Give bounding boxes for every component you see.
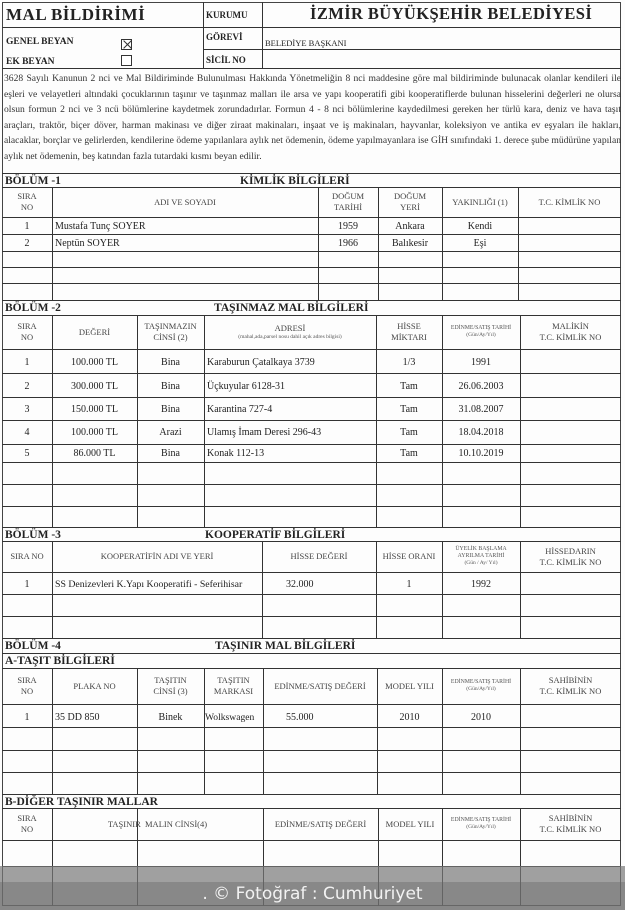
s2-row2-adres: Üçkuyular 6128-31: [207, 380, 286, 392]
col-header-sira: SIRA NO: [17, 675, 37, 696]
col-header-model-yili: MODEL YILI: [385, 818, 435, 829]
genel-beyan-checkbox[interactable]: [121, 39, 132, 50]
col-header-edinme-degeri: EDİNME/SATIŞ DEĞERİ: [274, 818, 367, 829]
sicil-no-label: SİCİL NO: [206, 55, 246, 65]
s1-row2-ad: Neptün SOYER: [55, 237, 120, 249]
col-header-yakinlik: YAKINLIĞI (1): [452, 196, 508, 207]
s1-row1-ad: Mustafa Tunç SOYER: [55, 220, 146, 232]
s2-row2-deger: 300.000 TL: [70, 380, 119, 392]
form-title: MAL BİLDİRİMİ: [6, 5, 146, 24]
gorevi-label: GÖREVİ: [206, 32, 243, 42]
s4a-row1-model: 2010: [399, 711, 420, 723]
col-header-edinme-tarihi: EDİNME/SATIŞ TARİHİ (Gün/Ay/Yıl): [450, 324, 512, 339]
s2-row5-hisse: Tam: [400, 448, 418, 459]
s3-row1-deger: 32.000: [286, 579, 314, 590]
divider: [2, 349, 621, 350]
s2-row4-hisse: Tam: [400, 426, 418, 438]
section3-title: KOOPERATİF BİLGİLERİ: [205, 529, 346, 541]
s4a-row1-tarih: 2010: [471, 711, 491, 723]
section4b-title: B-DİĞER TAŞINIR MALLAR: [5, 796, 158, 808]
s1-row2-dogum-yeri: Balıkesir: [391, 237, 429, 249]
col-header-tasinir-cinsi: TAŞINIR MALIN CİNSİ(4): [107, 818, 208, 829]
divider: [262, 2, 263, 68]
col-header-hissedar-tc: HİSSEDARIN T.C. KİMLİK NO: [539, 545, 602, 567]
s1-row1-sira: 1: [24, 220, 30, 232]
divider: [2, 251, 621, 252]
divider: [2, 638, 621, 639]
col-header-sahip-tc: SAHİBİNİN T.C. KİMLİK NO: [539, 675, 602, 696]
s4a-row1-sira: 1: [24, 711, 30, 723]
intro-paragraph: 3628 Sayılı Kanunun 2 nci ve Mal Bildiriminde Bulunulması Hakkında Yönetmeliğin 8 nci maddesine göre mal bildiriminde bulunacak olanlar kendileri ile eşleri ve velayetleri altındaki çocuklarının taşınır ve taşınmaz malları ile arsa ve yapı kooperatifi gibi kooperatiflerde bulunan hisselerini değerleri ne olursa olsun formun 2 nci ve 3 ncü bölümlerine kaydetmek zorundadırlar. Formun 4 - 8 nci bölümlerine kaydedilmesi gereken her türlü kara, deniz ve hava taşıt araçları, traktör, biçer döver, harman makinası ve diğer ziraat makinaları, inşaat ve iş makinaları, hayvanlar, koleksiyon ve antika ev eşyaları ile hakları, alacaklar, borçlar ve gelirlerden, kendilerine ödeme yapılanlara aylık net ödemenin, ödeme yapılmayanlara ise GİH sınıfındaki 1. derece şube müdürüne yapılan aylık net ödemenin, beş katından fazla tutardaki kısmı beyan edilir.: [4, 73, 621, 162]
divider: [2, 616, 621, 617]
col-header-hisse-orani: HİSSE ORANI: [382, 551, 436, 562]
s2-row4-tarih: 18.04.2018: [458, 426, 504, 438]
divider: [2, 772, 621, 773]
col-header-tasit-cinsi: TAŞITIN CİNSİ (3): [153, 675, 188, 696]
divider: [2, 173, 621, 174]
s2-row4-adres: Ulamış İmam Deresi 296-43: [207, 426, 322, 438]
section4-title: TAŞINIR MAL BİLGİLERİ: [215, 640, 356, 652]
section2-title: TAŞINMAZ MAL BİLGİLERİ: [214, 302, 369, 314]
photo-credit-band: [0, 866, 625, 882]
divider: [2, 300, 621, 301]
divider: [2, 283, 621, 284]
section3-label: BÖLÜM -3: [5, 529, 61, 541]
s2-row4-cins: Arazi: [159, 426, 182, 438]
s2-row3-adres: Karantina 727-4: [207, 403, 273, 415]
col-header-tasit-markasi: TAŞITIN MARKASI: [213, 675, 254, 696]
col-header-sira: SIRA NO: [17, 813, 37, 834]
s4a-row1-plaka: 35 DD 850: [55, 711, 100, 723]
s2-row5-cins: Bina: [161, 448, 180, 459]
s3-row1-tarih: 1992: [471, 579, 491, 590]
divider: [2, 68, 621, 69]
kurumu-value: İZMİR BÜYÜKŞEHİR BELEDİYESİ: [310, 4, 593, 23]
s2-row3-deger: 150.000 TL: [70, 403, 119, 415]
divider: [2, 704, 621, 705]
col-header-dogum-yeri: DOĞUM YERİ: [393, 191, 427, 212]
s2-row3-sira: 3: [24, 403, 30, 415]
s2-row2-tarih: 26.06.2003: [458, 380, 504, 392]
s2-row1-deger: 100.000 TL: [70, 356, 119, 368]
s2-row3-cins: Bina: [161, 403, 180, 415]
s1-row2-sira: 2: [24, 237, 30, 249]
s1-row2-dogum-tarihi: 1966: [338, 237, 358, 249]
col-header-uyelik-tarihi: ÜYELİK BAŞLAMA AYRILMA TARİHİ (Gün / Ay/ Yıl): [455, 545, 507, 567]
section4-label: BÖLÜM -4: [5, 640, 61, 652]
col-header-tasinmaz-cinsi: TAŞINMAZIN CİNSİ (2): [144, 321, 197, 342]
divider: [2, 267, 621, 268]
divider: [2, 527, 621, 528]
divider: [203, 49, 621, 50]
divider: [2, 27, 621, 28]
col-header-adi-soyadi: ADI VE SOYADI: [154, 196, 216, 207]
ek-beyan-checkbox[interactable]: [121, 55, 132, 66]
col-header-hisse-miktari: HİSSE MİKTARI: [391, 321, 427, 342]
col-header-plaka: PLAKA NO: [73, 680, 116, 691]
s3-row1-ad: SS Denizevleri K.Yapı Kooperatifi - Seferihisar: [55, 579, 243, 590]
s4a-row1-cins: Binek: [158, 711, 183, 723]
s3-row1-sira: 1: [24, 579, 30, 590]
s2-row1-adres: Karaburun Çatalkaya 3739: [207, 356, 315, 368]
kurumu-label: KURUMU: [206, 10, 248, 20]
divider: [2, 373, 621, 374]
genel-beyan-label: GENEL BEYAN: [6, 37, 74, 47]
divider: [2, 594, 621, 595]
s2-row5-deger: 86.000 TL: [73, 448, 116, 459]
s2-row2-sira: 2: [24, 380, 30, 392]
s1-row1-yakinlik: Kendi: [467, 220, 493, 232]
col-header-edinme-tarihi: EDİNME/SATIŞ TARİHİ (Gün/Ay/Yıl): [450, 816, 512, 831]
divider: [2, 572, 621, 573]
col-header-sira: SIRA NO: [10, 551, 44, 562]
s2-row1-tarih: 1991: [471, 356, 491, 368]
col-header-hisse-degeri: HİSSE DEĞERİ: [290, 551, 348, 562]
col-header-adres: ADRESİ (mahal,ada,parsel nosu dahil açık adres bilgisi): [238, 323, 342, 340]
col-header-sira: SIRA NO: [17, 191, 37, 212]
ek-beyan-label: EK BEYAN: [6, 57, 55, 67]
s1-row2-yakinlik: Eşi: [473, 237, 487, 249]
divider: [2, 462, 621, 463]
divider: [2, 420, 621, 421]
divider: [2, 653, 621, 654]
divider: [2, 506, 621, 507]
s2-row4-sira: 4: [24, 426, 30, 438]
s2-row2-hisse: Tam: [400, 380, 418, 392]
divider: [203, 2, 204, 68]
divider: [2, 484, 621, 485]
col-header-tc-kimlik: T.C. KİMLİK NO: [538, 196, 601, 207]
s2-row3-hisse: Tam: [400, 403, 418, 415]
col-header-degeri: DEĞERİ: [78, 326, 111, 337]
divider: [2, 750, 621, 751]
photo-credit-text: . © Fotoğraf : Cumhuriyet: [202, 884, 423, 904]
divider: [2, 727, 621, 728]
s1-row1-dogum-tarihi: 1959: [338, 220, 358, 232]
divider: [2, 397, 621, 398]
divider: [2, 794, 621, 795]
s2-row1-hisse: 1/3: [402, 356, 416, 368]
col-header-malik-tc: MALİKİN T.C. KİMLİK NO: [539, 321, 602, 342]
section2-label: BÖLÜM -2: [5, 302, 61, 314]
s4a-row1-marka: Wolkswagen: [205, 711, 255, 723]
s2-row1-sira: 1: [24, 356, 30, 368]
section4a-title: A-TAŞIT BİLGİLERİ: [5, 655, 115, 667]
section1-label: BÖLÜM -1: [5, 175, 61, 187]
col-header-edinme-degeri: EDİNME/SATIŞ DEĞERİ: [274, 680, 366, 691]
col-header-dogum-tarihi: DOĞUM TARİHİ: [331, 191, 365, 212]
s2-row3-tarih: 31.08.2007: [458, 403, 504, 415]
s2-row5-tarih: 10.10.2019: [458, 448, 504, 459]
col-header-sira: SIRA NO: [17, 321, 37, 342]
col-header-kooperatif-adi: KOOPERATİFİN ADI VE YERİ: [100, 551, 214, 562]
s2-row5-adres: Konak 112-13: [207, 448, 265, 459]
section1-title: KİMLİK BİLGİLERİ: [240, 175, 350, 187]
s2-row2-cins: Bina: [161, 380, 180, 392]
col-header-sahip-tc: SAHİBİNİN T.C. KİMLİK NO: [539, 813, 602, 834]
divider: [2, 840, 621, 841]
s3-row1-oran: 1: [406, 579, 412, 590]
s2-row1-cins: Bina: [161, 356, 180, 368]
s4a-row1-deger: 55.000: [286, 711, 314, 723]
col-header-model-yili: MODEL YILI: [385, 680, 434, 691]
gorevi-value: BELEDİYE BAŞKANI: [265, 38, 347, 48]
s1-row1-dogum-yeri: Ankara: [395, 220, 425, 232]
col-header-edinme-tarihi: EDİNME/SATIŞ TARİHİ (Gün/Ay/Yıl): [450, 678, 512, 693]
s2-row4-deger: 100.000 TL: [70, 426, 119, 438]
s2-row5-sira: 5: [24, 448, 30, 459]
